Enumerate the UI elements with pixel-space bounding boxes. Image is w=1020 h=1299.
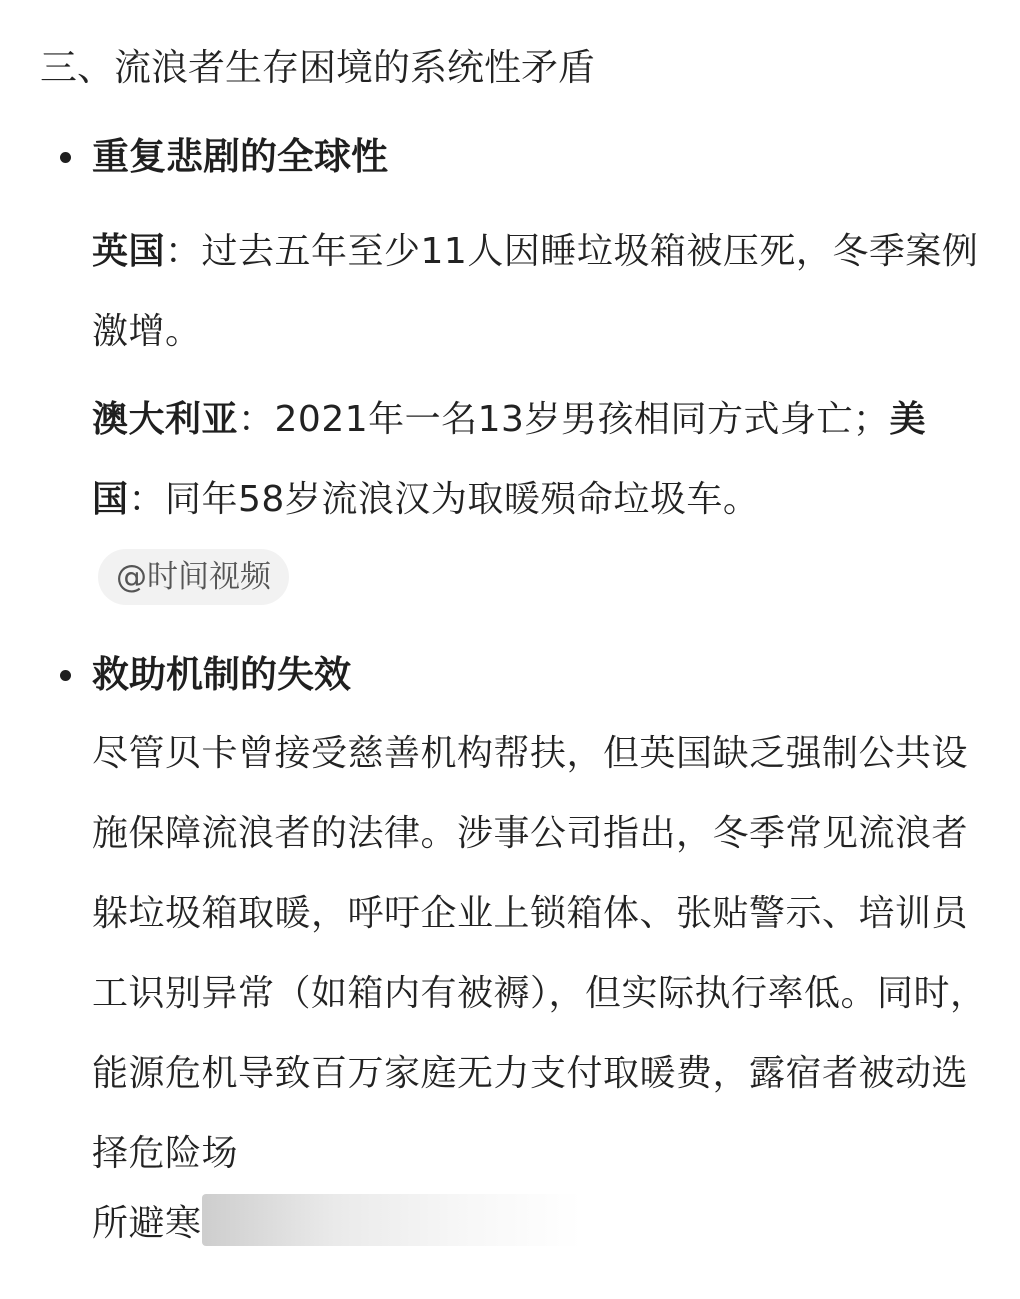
paragraph-text: 同年58岁流浪汉为取暖殒命垃圾车。: [165, 479, 760, 520]
paragraph-text: 尽管贝卡曾接受慈善机构帮扶，但英国缺乏强制公共设施保障流浪者的法律。涉事公司指出，冬季常见流浪者躲垃圾箱取暖，呼吁企业上锁箱体、张贴警示、培训员工识别异常（如箱内有被褥），但实际执行率低。同时，能源危机导致百万家庭无力支付取暖费，露宿者被动选择危险场: [92, 733, 987, 1174]
bullet-dot-icon: [60, 670, 71, 681]
bullet-dot-icon: [60, 152, 71, 163]
bullet-item-rescue-failure: [60, 651, 351, 699]
label-separator: ：: [165, 231, 202, 272]
bullet-title: 重复悲剧的全球性: [92, 135, 388, 178]
paragraph-australia-us: [92, 380, 992, 540]
paragraph-uk: [92, 212, 992, 372]
truncated-last-line: [92, 1188, 582, 1252]
paragraph-text: 过去五年至少11人因睡垃圾箱被压死，冬季案例激增。: [92, 231, 979, 352]
country-label-uk: 英国: [92, 231, 166, 272]
bullet-item-global-tragedy: [60, 133, 388, 181]
paragraph-text: 2021年一名13岁男孩相同方式身亡；: [274, 399, 890, 440]
truncated-text: 所避寒: [92, 1202, 202, 1244]
label-separator: ：: [238, 399, 275, 440]
bullet-title: 救助机制的失效: [92, 653, 351, 696]
country-label-us: 美国: [92, 399, 926, 520]
country-label-australia: 澳大利亚: [92, 399, 239, 440]
blurred-overlay: [202, 1194, 582, 1246]
paragraph-rescue-body: [92, 714, 992, 1194]
section-heading: 三、流浪者生存困境的系统性矛盾: [40, 46, 595, 89]
label-separator: ：: [128, 479, 166, 520]
source-mention-tag[interactable]: @时间视频: [98, 549, 289, 605]
